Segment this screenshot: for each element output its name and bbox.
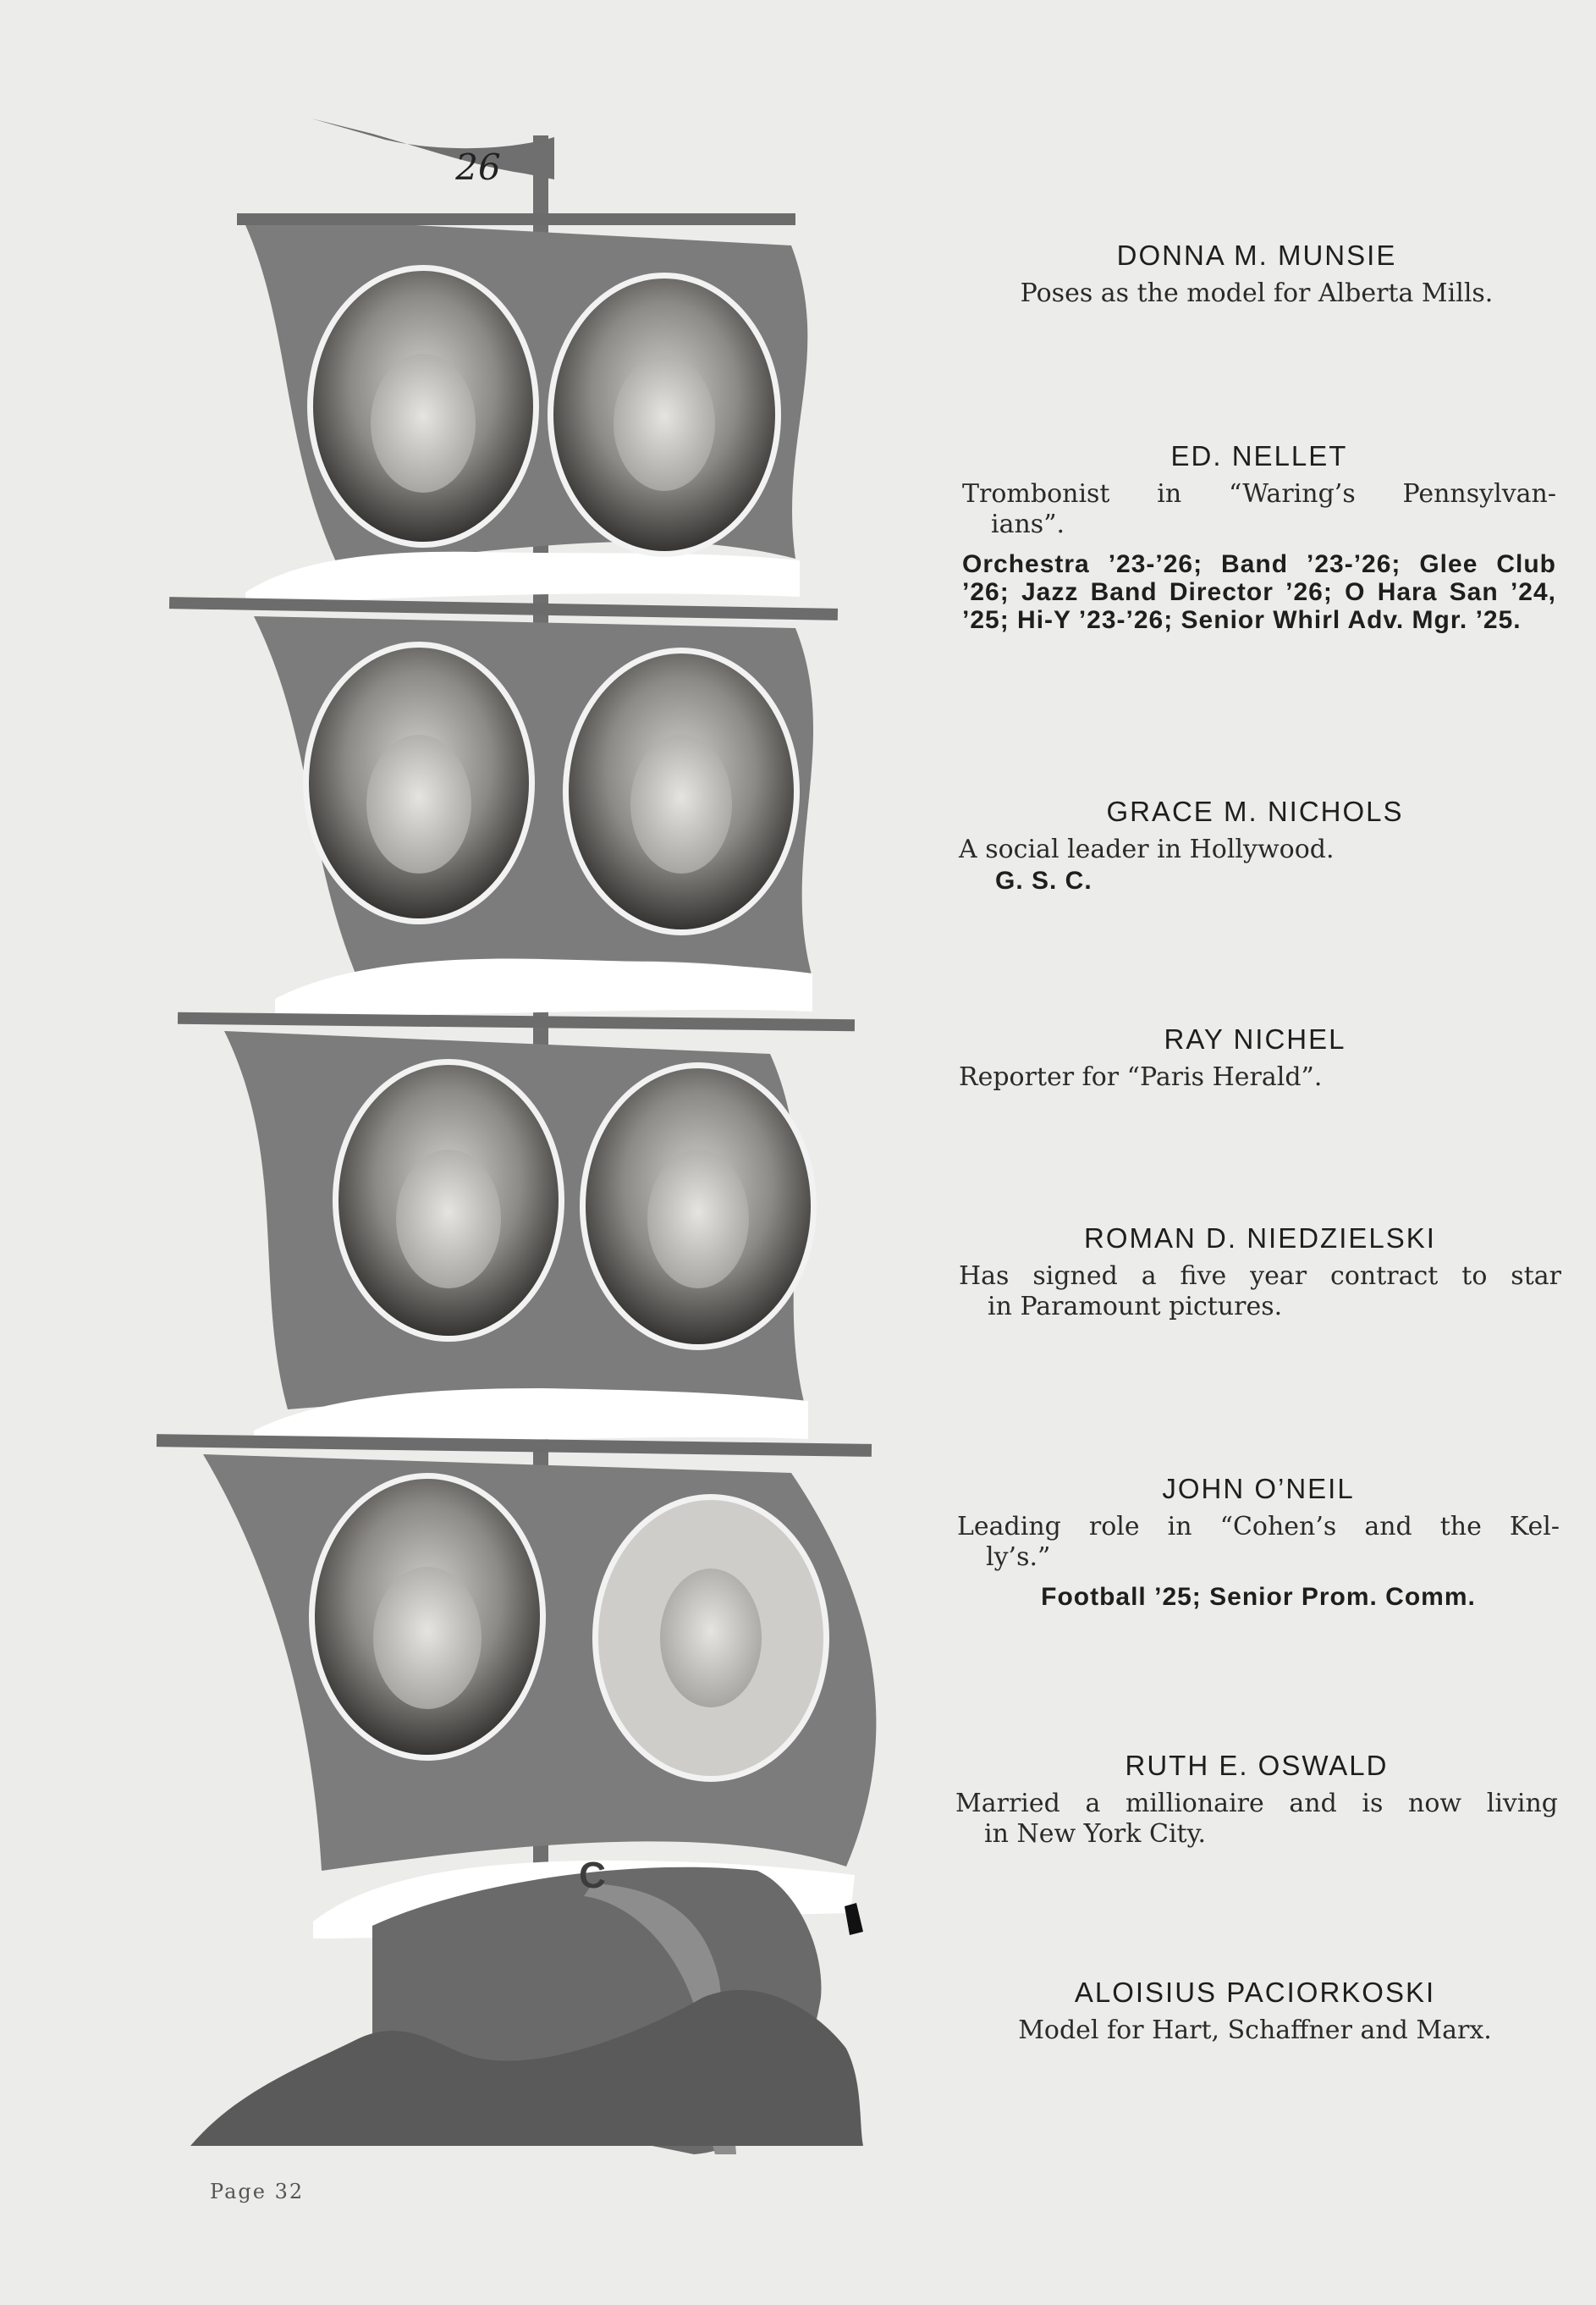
entry-description (955, 1789, 1558, 1850)
description-line: in New York City. (984, 1819, 1207, 1849)
pennant-flag (311, 119, 554, 179)
portrait-ruth-oswald (309, 1473, 546, 1761)
entry-description (957, 1512, 1560, 1573)
page-number: Page 32 (210, 2180, 305, 2203)
entry-activities: G. S. C. (995, 867, 1092, 895)
entry-name: ED. NELLET (1170, 440, 1348, 471)
entry-activities: Orchestra ’23-’26; Band ’23-’26; Glee Club ’26; Jazz Band Director ’26; O Hara San ’24, ’25; Hi-Y ’23-’26; Senior Whirl Adv. Mgr. ’25. (962, 550, 1556, 634)
portrait-aloisius-paciorkoski (592, 1494, 829, 1782)
portrait-grace-nichols (303, 642, 535, 924)
portrait-roman-niedzielski (333, 1059, 564, 1342)
entry-ed-nellet (962, 440, 1556, 634)
description-line: Has signed a five year contract to star (959, 1261, 1561, 1291)
entry-description: Poses as the model for Alberta Mills. (1020, 278, 1494, 308)
entry-john-oneil (957, 1473, 1560, 1611)
ink-mark (845, 1903, 863, 1935)
entry-name: JOHN O’NEIL (1162, 1473, 1355, 1504)
entry-grace-nichols (959, 796, 1551, 895)
entry-description: A social leader in Hollywood. (959, 835, 1335, 864)
entry-ray-nichel (959, 1023, 1551, 1093)
description-line: ians”. (991, 510, 1065, 539)
yard-3 (178, 1012, 855, 1031)
description-line: Leading role in “Cohen’s and the Kel- (957, 1512, 1560, 1541)
entry-name: RAY NICHEL (1164, 1023, 1346, 1055)
hull-letter: C (579, 1855, 606, 1896)
yard-1 (237, 213, 795, 225)
portrait-ray-nichel (563, 648, 800, 935)
entry-ruth-oswald (955, 1750, 1558, 1850)
entry-roman-niedzielski (959, 1222, 1561, 1322)
entry-description: Model for Hart, Schaffner and Marx. (1018, 2015, 1492, 2045)
cloud-band-1 (245, 552, 800, 603)
entry-name: GRACE M. NICHOLS (1106, 796, 1404, 827)
entry-name: RUTH E. OSWALD (1125, 1750, 1389, 1781)
entry-description (962, 479, 1556, 540)
entry-description: Reporter for “Paris Herald”. (959, 1062, 1323, 1092)
entry-donna-munsie (960, 240, 1553, 309)
portrait-john-oneil (580, 1062, 817, 1350)
pennant-number: 26 (455, 146, 501, 188)
entry-name: ROMAN D. NIEDZIELSKI (1084, 1222, 1436, 1254)
description-line: Married a millionaire and is now living (955, 1789, 1558, 1818)
entry-name: ALOISIUS PACIORKOSKI (1074, 1977, 1436, 2008)
entry-aloisius-paciorkoski (952, 1977, 1558, 2046)
entry-name: DONNA M. MUNSIE (1116, 240, 1397, 271)
portrait-ed-nellet (548, 273, 781, 557)
entry-activities: Football ’25; Senior Prom. Comm. (1041, 1583, 1476, 1611)
description-line: Trombonist in “Waring’s Pennsylvan- (962, 479, 1556, 509)
description-line: in Paramount pictures. (988, 1292, 1283, 1321)
portrait-donna-munsie (307, 265, 539, 548)
description-line: ly’s.” (986, 1542, 1051, 1572)
entry-description (959, 1261, 1561, 1322)
